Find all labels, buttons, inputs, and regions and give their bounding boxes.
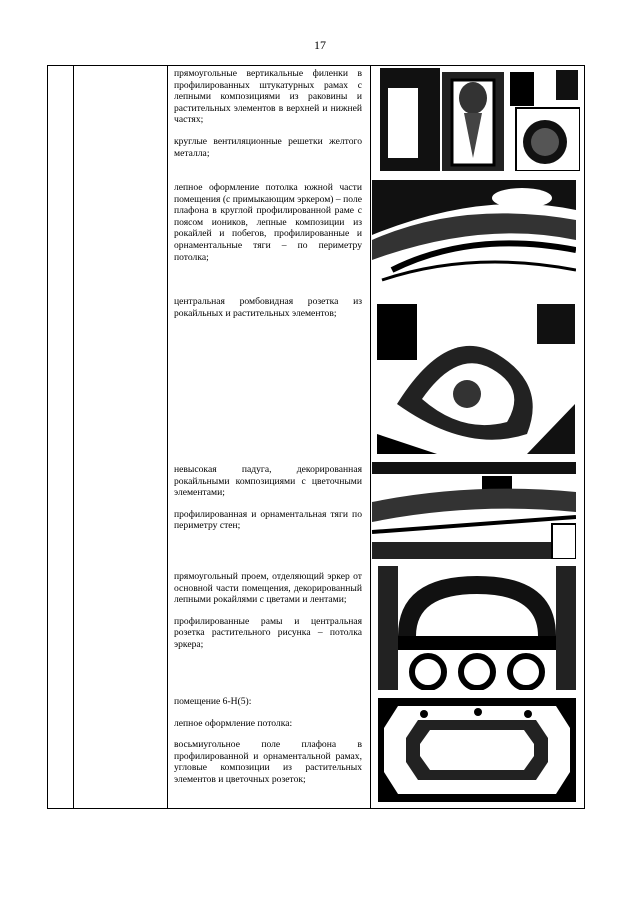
description-text: помещение 6-Н(5): xyxy=(174,696,252,707)
photo-cove xyxy=(372,462,576,559)
column-divider xyxy=(167,66,168,808)
description-text: восьмиугольное поле плафона в профилированной и орнаментальной рамах, угловые композиции из растительных элементов и цветочных розеток; xyxy=(174,739,362,785)
description-text: круглые вентиляционные решетки желтого металла; xyxy=(174,135,362,159)
description-text: лепное оформление потолка: xyxy=(174,717,293,729)
description-text: прямоугольные вертикальные филенки в профилированных штукатурных рамах с лепными композициями из раковины и растительных элементов в верхней и нижней частях; xyxy=(174,68,362,126)
table-row xyxy=(174,696,362,796)
photo-central-rosette xyxy=(377,304,575,454)
photo-wall-panels-and-vent-grille xyxy=(380,68,580,171)
table-row xyxy=(174,571,362,661)
description-text: центральная ромбовидная розетка из рокайльных и растительных элементов; xyxy=(174,296,362,319)
table-row xyxy=(174,464,362,542)
column-divider xyxy=(370,66,371,808)
table-row xyxy=(174,296,362,329)
photo-ceiling-south xyxy=(372,180,576,288)
description-text: лепное оформление потолка южной части помещения (с примыкающим эркером) – поле плафона в круглой профилированной раме с поясом иоников, лепные композиции из рокайлей и побегов, профилированные и орнаментальные тяги – по периметру потолка; xyxy=(174,182,362,263)
page-number: 17 xyxy=(314,38,326,52)
description-text: профилированные рамы и центральная розетка растительного рисунка – потолка эркера; xyxy=(174,615,362,650)
column-divider xyxy=(73,66,74,808)
photo-bay-window-opening xyxy=(378,566,576,690)
description-text: прямоугольный проем, отделяющий эркер от основной части помещения, декорированный лепными рокайлями с цветами и лентами; xyxy=(174,571,362,606)
description-text: невысокая падуга, декорированная рокайльными композициями с цветочными элементами; xyxy=(174,464,362,499)
description-text: профилированная и орнаментальная тяги по периметру стен; xyxy=(174,508,362,532)
table-row xyxy=(174,68,362,169)
table-row xyxy=(174,182,362,273)
photo-octagonal-ceiling xyxy=(378,698,576,802)
